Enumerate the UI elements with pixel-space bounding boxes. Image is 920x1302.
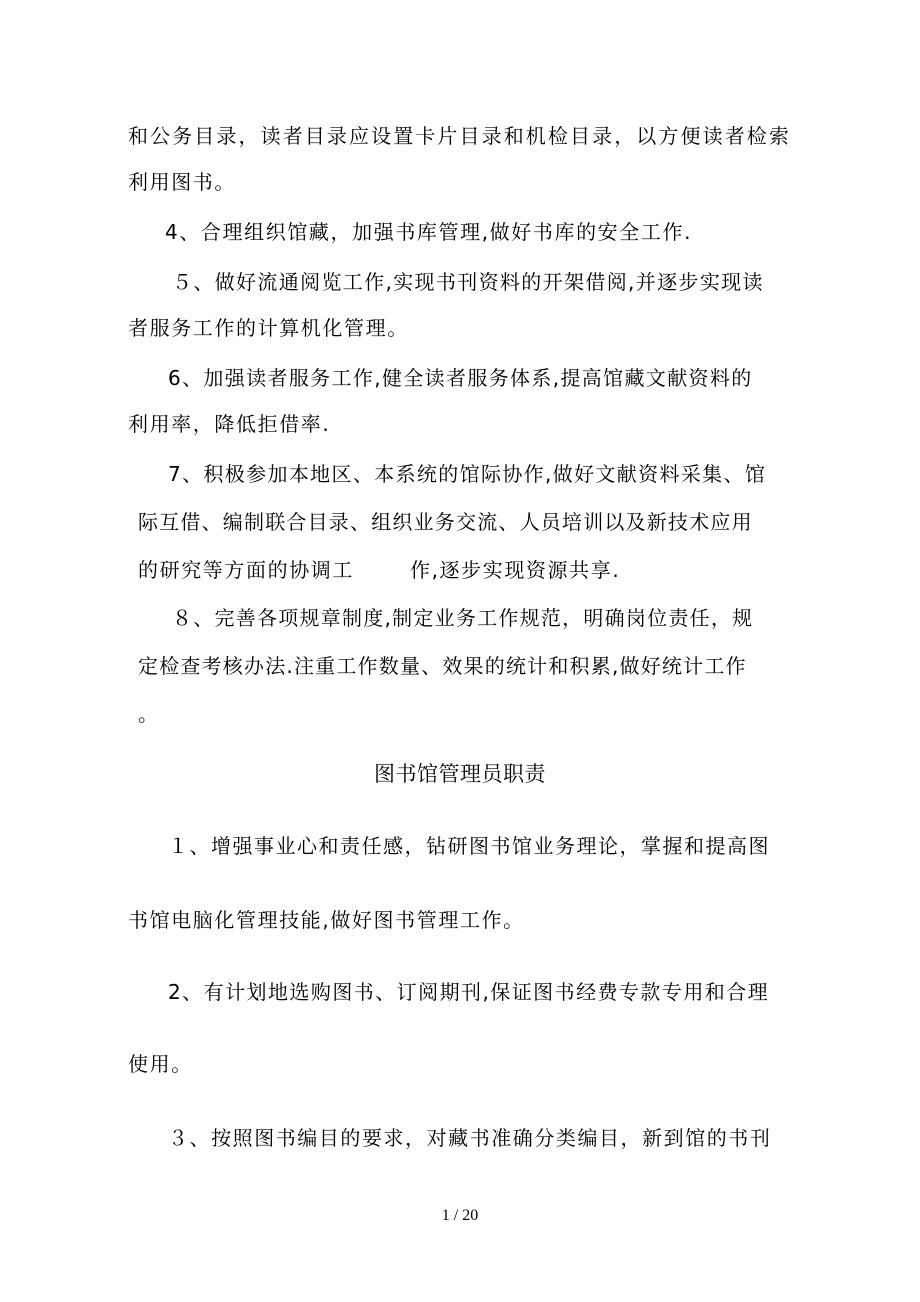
text-line: 者服务工作的计算机化管理。 (128, 316, 409, 340)
text-fragment: 作,逐步实现资源共享. (410, 558, 621, 582)
text-line: 和公务目录，读者目录应设置卡片目录和机检目录，以方便读者检索 (128, 124, 791, 148)
list-item-3: ３、按照图书编目的要求，对藏书准确分类编目，新到馆的书刊 (168, 1126, 772, 1150)
text-line: 书馆电脑化管理技能,做好图书管理工作。 (128, 908, 525, 932)
text-line: 际互借、编制联合目录、组织业务交流、人员培训以及新技术应用 (138, 510, 753, 534)
text-line: 定检查考核办法.注重工作数量、效果的统计和积累,做好统计工作 (138, 654, 747, 678)
list-item-4: 4、合理组织馆藏，加强书库管理,做好书库的安全工作. (165, 220, 693, 244)
list-item-7: 7、积极参加本地区、本系统的馆际协作,做好文献资料采集、馆 (168, 462, 767, 486)
text-line: 。 (138, 702, 160, 726)
page-number: 1 / 20 (441, 1207, 479, 1224)
list-item-8: ８、完善各项规章制度,制定业务工作规范，明确岗位责任，规 (172, 606, 754, 630)
text-line (138, 556, 620, 584)
text-line: 利用率，降低拒借率. (128, 412, 331, 436)
text-fragment: 的研究等方面的协调工 (138, 558, 354, 582)
list-item-5: ５、做好流通阅览工作,实现书刊资料的开架借阅,并逐步实现读 (172, 270, 764, 294)
list-item-1: １、增强事业心和责任感，钻研图书馆业务理论，掌握和提高图 (168, 834, 770, 858)
section-heading: 图书馆管理员职责 (374, 762, 546, 786)
list-item-6: 6、加强读者服务工作,健全读者服务体系,提高馆藏文献资料的 (168, 366, 753, 390)
list-item-2: 2、有计划地选购图书、订阅期刊,保证图书经费专款专用和合理 (168, 980, 770, 1004)
text-line: 利用图书。 (128, 170, 236, 194)
text-line: 使用。 (128, 1052, 193, 1076)
